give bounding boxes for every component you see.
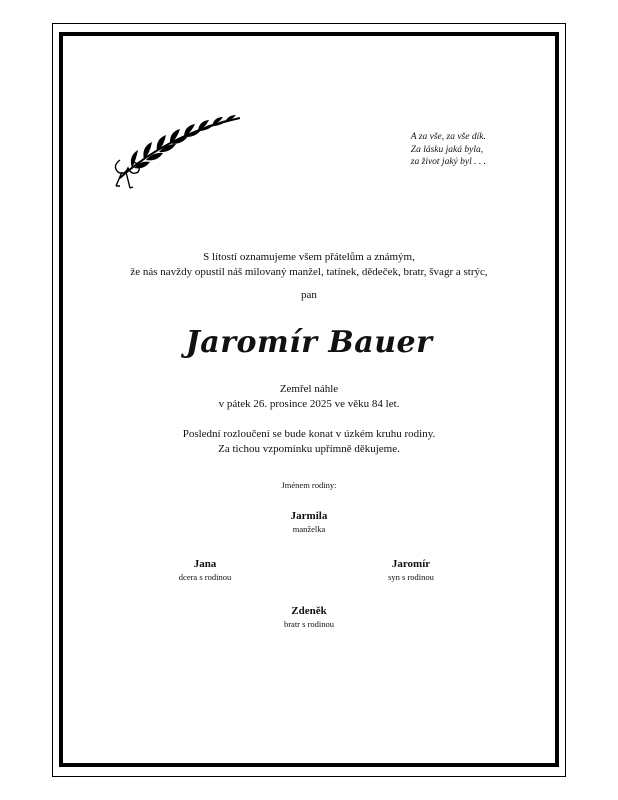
death-notice [0, 382, 618, 412]
family-member-brother [229, 605, 389, 629]
death-line: Zemřel náhle [279, 383, 339, 395]
farewell-line: Za tichou vzpomínku upřímně děkujeme. [218, 443, 400, 455]
farewell-line: Poslední rozloučení se bude konat v úzkém kruhu rodiny. [182, 428, 436, 440]
death-line: v pátek 26. prosince 2025 ve věku 84 let. [218, 398, 400, 410]
announcement-line: že nás navždy opustil náš milovaný manžel, tatínek, dědeček, bratr, švagr a strýc, [130, 266, 488, 278]
announcement-line: S lítostí oznamujeme všem přátelům a známým, [203, 251, 415, 263]
member-relation: bratr s rodinou [283, 619, 335, 629]
member-relation: dcera s rodinou [178, 572, 232, 582]
motto-line: A za vše, za vše dík. [410, 132, 486, 142]
deceased-name: Jaromír Bauer [185, 325, 433, 360]
title-word: pan [301, 289, 317, 301]
member-relation: manželka [292, 524, 326, 534]
member-name: Jana [193, 558, 217, 570]
family-member-daughter [125, 558, 285, 582]
family-member-wife [229, 510, 389, 534]
member-name: Jaromír [391, 558, 431, 570]
member-name: Jarmila [290, 510, 328, 522]
farewell-notice [0, 427, 618, 457]
motto-line: za život jaký byl . . . [410, 157, 486, 167]
member-relation: syn s rodinou [388, 572, 434, 582]
family-label: Jménem rodiny: [281, 480, 337, 490]
motto-verse [411, 131, 486, 169]
motto-line: Za lásku jaká byla, [410, 144, 484, 155]
family-member-son [331, 558, 491, 582]
palm-branch-icon [100, 100, 245, 195]
announcement [0, 250, 618, 280]
member-name: Zdeněk [291, 605, 327, 617]
